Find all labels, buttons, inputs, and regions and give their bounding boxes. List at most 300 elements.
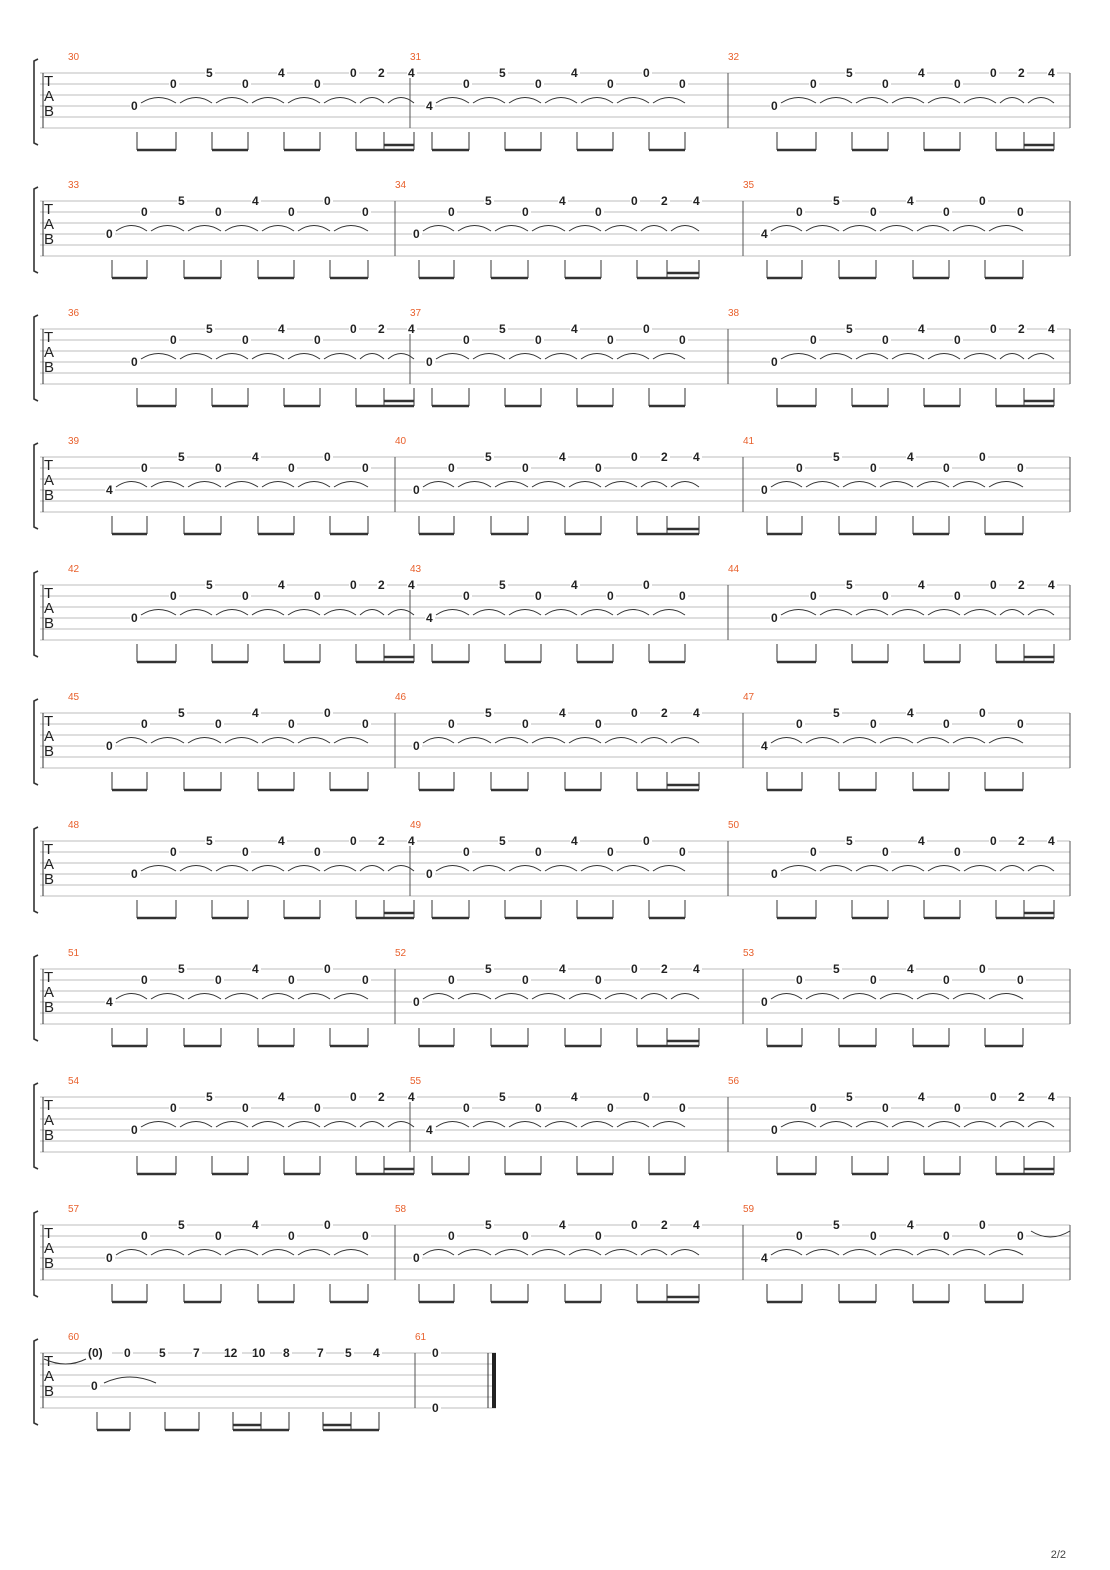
- fret-number: 0: [324, 1218, 331, 1232]
- tab-staff: [34, 315, 1070, 401]
- tab-clef-letter: B: [44, 1127, 55, 1144]
- tie-arc: [495, 226, 528, 232]
- tie-arc: [188, 482, 221, 488]
- tie-arc: [473, 98, 505, 104]
- tab-clef-letter: B: [44, 871, 55, 888]
- fret-number: 4: [278, 322, 285, 336]
- tie-arc: [820, 1122, 852, 1128]
- fret-number: 4: [907, 194, 914, 208]
- fret-number: 0: [595, 717, 602, 731]
- fret-number: 4: [693, 706, 700, 720]
- fret-number: 0: [362, 717, 369, 731]
- measure-46: [395, 692, 743, 790]
- fret-number: 0: [979, 962, 986, 976]
- measure-42: [68, 564, 417, 662]
- fret-number: 0: [810, 1101, 817, 1115]
- tie-arc: [641, 994, 667, 1000]
- tie-arc: [360, 610, 384, 616]
- fret-number: 0: [350, 1090, 357, 1104]
- fret-number: 0: [990, 322, 997, 336]
- fret-number: 0: [413, 1251, 420, 1265]
- tie-arc: [917, 482, 949, 488]
- measure-36: [68, 308, 417, 406]
- measure-number: 41: [743, 436, 755, 447]
- fret-number: 0: [522, 717, 529, 731]
- tie-arc: [856, 98, 888, 104]
- fret-number: 0: [979, 450, 986, 464]
- tie-arc: [188, 1250, 221, 1256]
- fret-number: 4: [426, 99, 433, 113]
- measure-number: 36: [68, 308, 80, 319]
- fret-number: 0: [141, 461, 148, 475]
- fret-number: 4: [278, 578, 285, 592]
- tie-arc: [617, 98, 649, 104]
- measure-number: 43: [410, 564, 422, 575]
- fret-number: 4: [106, 995, 113, 1009]
- tab-staff: [34, 1083, 1070, 1169]
- measure-number: 34: [395, 180, 407, 191]
- fret-number: 0: [413, 739, 420, 753]
- tie-arc: [569, 738, 601, 744]
- fret-number: 0: [979, 194, 986, 208]
- tie-arc: [856, 1122, 888, 1128]
- fret-number: 5: [499, 834, 506, 848]
- fret-number: 4: [426, 611, 433, 625]
- fret-number: 5: [178, 1218, 185, 1232]
- fret-number: 0: [761, 483, 768, 497]
- tie-arc: [781, 1122, 816, 1128]
- measure-number: 58: [395, 1204, 407, 1215]
- tie-arc: [671, 994, 699, 1000]
- fret-number: 4: [278, 834, 285, 848]
- tie-arc: [641, 482, 667, 488]
- tie-arc: [771, 482, 802, 488]
- fret-number: 4: [761, 227, 768, 241]
- tie-arc: [324, 354, 356, 360]
- tie-arc: [298, 994, 330, 1000]
- fret-number: 5: [178, 706, 185, 720]
- measure-number: 46: [395, 692, 407, 703]
- measure-53: [743, 948, 1026, 1046]
- measure-number: 35: [743, 180, 755, 191]
- tie-arc: [473, 866, 505, 872]
- fret-number: 0: [882, 1101, 889, 1115]
- fret-number: 0: [314, 333, 321, 347]
- fret-number: 0: [215, 205, 222, 219]
- fret-number: 0: [1017, 717, 1024, 731]
- tab-clef-letter: B: [44, 359, 55, 376]
- tie-arc: [151, 994, 184, 1000]
- tie-arc: [928, 866, 960, 872]
- fret-number: 4: [408, 322, 415, 336]
- tab-clef-letter: B: [44, 615, 55, 632]
- tie-arc: [964, 354, 996, 360]
- fret-number: 0: [314, 845, 321, 859]
- fret-number: 5: [833, 450, 840, 464]
- fret-number: 5: [206, 834, 213, 848]
- fret-number: 0: [810, 333, 817, 347]
- tie-arc: [141, 866, 176, 872]
- tab-clef-letter: T: [44, 1225, 54, 1242]
- fret-number: 0: [796, 461, 803, 475]
- fret-number: 0: [535, 589, 542, 603]
- fret-number: 4: [761, 1251, 768, 1265]
- fret-number: 0: [170, 589, 177, 603]
- tie-arc: [928, 610, 960, 616]
- fret-number: 4: [918, 1090, 925, 1104]
- tie-arc: [928, 354, 960, 360]
- tie-arc: [880, 994, 913, 1000]
- tie-arc: [532, 226, 565, 232]
- tie-arc: [216, 354, 248, 360]
- tie-arc: [843, 738, 876, 744]
- tie-arc: [953, 482, 985, 488]
- tie-arc: [180, 1122, 212, 1128]
- fret-number: 4: [1048, 834, 1055, 848]
- tab-clef-letter: A: [44, 472, 55, 489]
- measure-number: 31: [410, 52, 422, 63]
- fret-number: 4: [693, 962, 700, 976]
- fret-number: 0: [882, 333, 889, 347]
- system-bracket: [34, 1211, 38, 1297]
- fret-number: 0: [432, 1401, 439, 1415]
- system-bracket: [34, 1339, 38, 1425]
- fret-number: 4: [907, 706, 914, 720]
- tie-arc: [360, 1122, 384, 1128]
- fret-number: 0: [463, 589, 470, 603]
- tie-arc: [423, 226, 454, 232]
- fret-number: 0: [426, 355, 433, 369]
- page-number: 2/2: [1050, 1549, 1066, 1561]
- tie-arc: [953, 226, 985, 232]
- fret-number: 0: [954, 333, 961, 347]
- tab-clef-letter: B: [44, 1383, 55, 1400]
- tie-arc: [856, 866, 888, 872]
- system-bracket: [34, 315, 38, 401]
- tie-arc: [298, 738, 330, 744]
- tie-arc: [495, 994, 528, 1000]
- system-bracket: [34, 955, 38, 1041]
- measure-58: [395, 1204, 743, 1302]
- tie-arc: [545, 610, 577, 616]
- fret-number: 0: [448, 717, 455, 731]
- measure-39: [68, 436, 395, 534]
- measure-56: [728, 1076, 1057, 1174]
- tie-arc: [188, 738, 221, 744]
- fret-number: 2: [378, 578, 385, 592]
- tie-arc: [360, 866, 384, 872]
- measure-number: 53: [743, 948, 755, 959]
- tie-arc: [252, 866, 284, 872]
- tie-arc: [334, 482, 368, 488]
- fret-number: 0: [288, 717, 295, 731]
- fret-number: 0: [643, 578, 650, 592]
- fret-number: 0: [631, 706, 638, 720]
- fret-number: 0: [595, 205, 602, 219]
- tie-arc: [436, 1122, 469, 1128]
- fret-number: 0: [106, 739, 113, 753]
- tie-arc: [188, 994, 221, 1000]
- measure-number: 30: [68, 52, 80, 63]
- fret-number: (0): [88, 1346, 103, 1360]
- tie-arc: [1000, 354, 1024, 360]
- fret-number: 0: [362, 461, 369, 475]
- tie-arc: [605, 1250, 637, 1256]
- measure-48: [68, 820, 417, 918]
- measure-number: 47: [743, 692, 755, 703]
- fret-number: 0: [522, 973, 529, 987]
- fret-number: 0: [535, 845, 542, 859]
- tie-arc: [892, 1122, 924, 1128]
- tab-staff: [34, 571, 1070, 657]
- fret-number: 5: [345, 1346, 352, 1360]
- fret-number: 4: [571, 834, 578, 848]
- fret-number: 0: [979, 706, 986, 720]
- fret-number: 4: [252, 450, 259, 464]
- tie-arc: [509, 98, 541, 104]
- fret-number: 5: [206, 322, 213, 336]
- tab-clef-letter: A: [44, 216, 55, 233]
- tie-arc: [892, 98, 924, 104]
- fret-number: 0: [426, 867, 433, 881]
- tie-arc: [252, 354, 284, 360]
- tie-arc: [653, 1122, 685, 1128]
- fret-number: 0: [324, 194, 331, 208]
- tie-arc: [806, 1250, 839, 1256]
- tie-arc: [423, 482, 454, 488]
- tie-arc: [360, 354, 384, 360]
- fret-number: 0: [413, 227, 420, 241]
- tie-arc: [104, 1377, 156, 1383]
- fret-number: 0: [607, 77, 614, 91]
- tie-arc: [880, 738, 913, 744]
- fret-number: 4: [559, 194, 566, 208]
- fret-number: 4: [571, 578, 578, 592]
- tie-arc: [781, 98, 816, 104]
- fret-number: 4: [426, 1123, 433, 1137]
- fret-number: 4: [408, 66, 415, 80]
- measure-number: 49: [410, 820, 422, 831]
- measure-number: 48: [68, 820, 80, 831]
- fret-number: 0: [448, 973, 455, 987]
- fret-number: 0: [124, 1346, 131, 1360]
- tie-arc: [545, 866, 577, 872]
- fret-number: 4: [559, 450, 566, 464]
- fret-number: 0: [131, 867, 138, 881]
- fret-number: 2: [378, 66, 385, 80]
- tie-arc: [671, 482, 699, 488]
- tie-arc: [953, 1250, 985, 1256]
- fret-number: 0: [324, 962, 331, 976]
- fret-number: 0: [679, 333, 686, 347]
- fret-number: 10: [252, 1346, 266, 1360]
- tab-clef-letter: B: [44, 743, 55, 760]
- system-bracket: [34, 699, 38, 785]
- fret-number: 0: [1017, 1229, 1024, 1243]
- fret-number: 4: [571, 322, 578, 336]
- measure-41: [743, 436, 1026, 534]
- fret-number: 0: [413, 995, 420, 1009]
- fret-number: 4: [1048, 322, 1055, 336]
- fret-number: 0: [131, 611, 138, 625]
- tab-clef-letter: T: [44, 73, 54, 90]
- tie-arc: [141, 610, 176, 616]
- fret-number: 5: [206, 1090, 213, 1104]
- fret-number: 4: [571, 66, 578, 80]
- tie-arc: [252, 610, 284, 616]
- measure-number: 55: [410, 1076, 422, 1087]
- fret-number: 4: [408, 578, 415, 592]
- fret-number: 2: [661, 1218, 668, 1232]
- fret-number: 4: [278, 1090, 285, 1104]
- fret-number: 4: [278, 66, 285, 80]
- tie-arc: [262, 1250, 294, 1256]
- fret-number: 0: [954, 1101, 961, 1115]
- tie-arc: [1000, 1122, 1024, 1128]
- tab-clef-letter: T: [44, 969, 54, 986]
- tie-arc: [605, 226, 637, 232]
- tie-arc: [151, 738, 184, 744]
- tab-clef-letter: B: [44, 103, 55, 120]
- tie-arc: [225, 738, 258, 744]
- tie-arc: [225, 226, 258, 232]
- tie-arc: [116, 994, 147, 1000]
- tie-arc: [820, 98, 852, 104]
- tie-arc: [334, 1250, 368, 1256]
- fret-number: 0: [463, 1101, 470, 1115]
- tie-arc: [1000, 866, 1024, 872]
- tie-arc: [641, 226, 667, 232]
- fret-number: 0: [1017, 205, 1024, 219]
- tie-arc: [989, 1250, 1023, 1256]
- fret-number: 0: [810, 845, 817, 859]
- fret-number: 0: [990, 66, 997, 80]
- fret-number: 7: [317, 1346, 324, 1360]
- tie-arc: [1028, 98, 1054, 104]
- fret-number: 5: [485, 450, 492, 464]
- fret-number: 0: [631, 962, 638, 976]
- fret-number: 0: [595, 461, 602, 475]
- tab-clef-letter: A: [44, 600, 55, 617]
- fret-number: 0: [796, 205, 803, 219]
- fret-number: 0: [1017, 461, 1024, 475]
- fret-number: 0: [448, 205, 455, 219]
- fret-number: 0: [91, 1379, 98, 1393]
- fret-number: 4: [907, 450, 914, 464]
- measure-31: [410, 52, 728, 150]
- fret-number: 0: [170, 1101, 177, 1115]
- fret-number: 4: [693, 194, 700, 208]
- fret-number: 4: [918, 834, 925, 848]
- fret-number: 0: [141, 973, 148, 987]
- tie-arc: [880, 482, 913, 488]
- fret-number: 0: [643, 1090, 650, 1104]
- fret-number: 0: [870, 717, 877, 731]
- fret-number: 0: [535, 333, 542, 347]
- tie-arc: [324, 866, 356, 872]
- tie-arc: [298, 226, 330, 232]
- fret-number: 4: [571, 1090, 578, 1104]
- fret-number: 0: [870, 973, 877, 987]
- tie-arc: [880, 1250, 913, 1256]
- fret-number: 0: [643, 66, 650, 80]
- tie-arc: [298, 482, 330, 488]
- system-bracket: [34, 1083, 38, 1169]
- fret-number: 0: [810, 589, 817, 603]
- fret-number: 0: [324, 706, 331, 720]
- fret-number: 0: [954, 845, 961, 859]
- fret-number: 4: [106, 483, 113, 497]
- tie-arc: [641, 738, 667, 744]
- tie-arc: [892, 354, 924, 360]
- fret-number: 4: [907, 962, 914, 976]
- fret-number: 0: [870, 461, 877, 475]
- fret-number: 0: [350, 66, 357, 80]
- tie-arc: [1028, 1122, 1054, 1128]
- tie-arc: [653, 610, 685, 616]
- tie-arc: [473, 610, 505, 616]
- tie-arc: [509, 866, 541, 872]
- tie-arc: [458, 994, 491, 1000]
- tab-clef-letter: T: [44, 1353, 54, 1370]
- fret-number: 0: [522, 205, 529, 219]
- tie-arc: [1000, 610, 1024, 616]
- fret-number: 4: [1048, 1090, 1055, 1104]
- fret-number: 8: [283, 1346, 290, 1360]
- fret-number: 5: [833, 194, 840, 208]
- fret-number: 5: [206, 66, 213, 80]
- fret-number: 0: [810, 77, 817, 91]
- tie-arc: [605, 994, 637, 1000]
- fret-number: 0: [362, 973, 369, 987]
- tab-clef-letter: A: [44, 728, 55, 745]
- fret-number: 0: [882, 589, 889, 603]
- fret-number: 0: [314, 1101, 321, 1115]
- fret-number: 7: [193, 1346, 200, 1360]
- measure-61: [415, 1332, 494, 1415]
- fret-number: 5: [159, 1346, 166, 1360]
- tab-clef-letter: B: [44, 487, 55, 504]
- tie-arc: [917, 994, 949, 1000]
- measure-37: [410, 308, 728, 406]
- fret-number: 0: [607, 845, 614, 859]
- tie-arc: [806, 994, 839, 1000]
- tie-arc: [458, 226, 491, 232]
- tie-arc: [781, 610, 816, 616]
- measure-55: [410, 1076, 728, 1174]
- fret-number: 5: [846, 578, 853, 592]
- fret-number: 0: [131, 99, 138, 113]
- measure-43: [410, 564, 728, 662]
- tie-arc: [1028, 354, 1054, 360]
- tab-clef-letter: T: [44, 713, 54, 730]
- measure-number: 60: [68, 1332, 80, 1343]
- fret-number: 0: [522, 461, 529, 475]
- tie-arc: [653, 354, 685, 360]
- tie-arc: [473, 1122, 505, 1128]
- fret-number: 0: [607, 589, 614, 603]
- fret-number: 2: [1018, 322, 1025, 336]
- tie-arc: [151, 482, 184, 488]
- fret-number: 0: [943, 717, 950, 731]
- fret-number: 2: [1018, 834, 1025, 848]
- tie-arc: [188, 226, 221, 232]
- tie-arc: [605, 738, 637, 744]
- fret-number: 0: [979, 1218, 986, 1232]
- measure-32: [728, 52, 1057, 150]
- tab-clef-letter: A: [44, 344, 55, 361]
- fret-number: 0: [242, 845, 249, 859]
